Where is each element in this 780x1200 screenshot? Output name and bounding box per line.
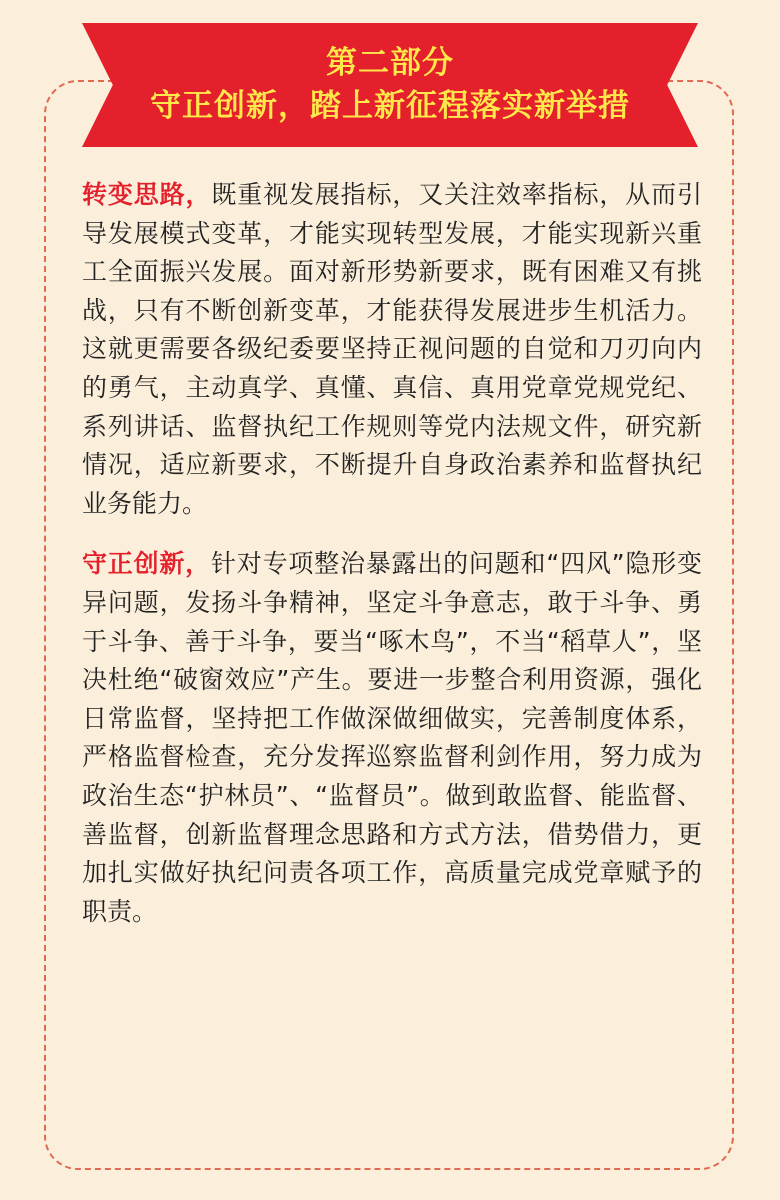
section-title: 守正创新，踏上新征程落实新举措 xyxy=(150,88,630,124)
paragraph-2-text: 针对专项整治暴露出的问题和“四风”隐形变异问题，发扬斗争精神，坚定斗争意志，敢于斗争、勇于斗争、善于斗争，要当“啄木鸟”，不当“稻草人”，坚决杜绝“破窗效应”产生。要进一步整合利用资源，强化日常监督，坚持把工作做深做细做实，完善制度体系，严格监督检查，充分发挥巡察监督利剑作用，努力成为政治生态“护林员”、“监督员”。做到敢监督、能监督、善监督，创新监督理念思路和方式方法，借势借力，更加扎实做好执纪问责各项工作，高质量完成党章赋予的职责。 xyxy=(82,549,702,926)
header-title xyxy=(82,23,698,147)
paragraph-1 xyxy=(82,176,702,523)
article-body xyxy=(82,176,702,953)
paragraph-1-lead: 转变思路， xyxy=(82,180,212,209)
section-label: 第二部分 xyxy=(326,45,454,81)
paragraph-2 xyxy=(82,545,702,931)
paragraph-1-text: 既重视发展指标，又关注效率指标，从而引导发展模式变革，才能实现转型发展，才能实现新兴重工全面振兴发展。面对新形势新要求，既有困难又有挑战，只有不断创新变革，才能获得发展进步生机活力。这就更需要各级纪委要坚持正视问题的自觉和刀刃向内的勇气，主动真学、真懂、真信、真用党章党规党纪、系列讲话、监督执纪工作规则等党内法规文件，研究新情况，适应新要求，不断提升自身政治素养和监督执纪业务能力。 xyxy=(82,180,702,518)
paragraph-2-lead: 守正创新， xyxy=(82,549,211,579)
